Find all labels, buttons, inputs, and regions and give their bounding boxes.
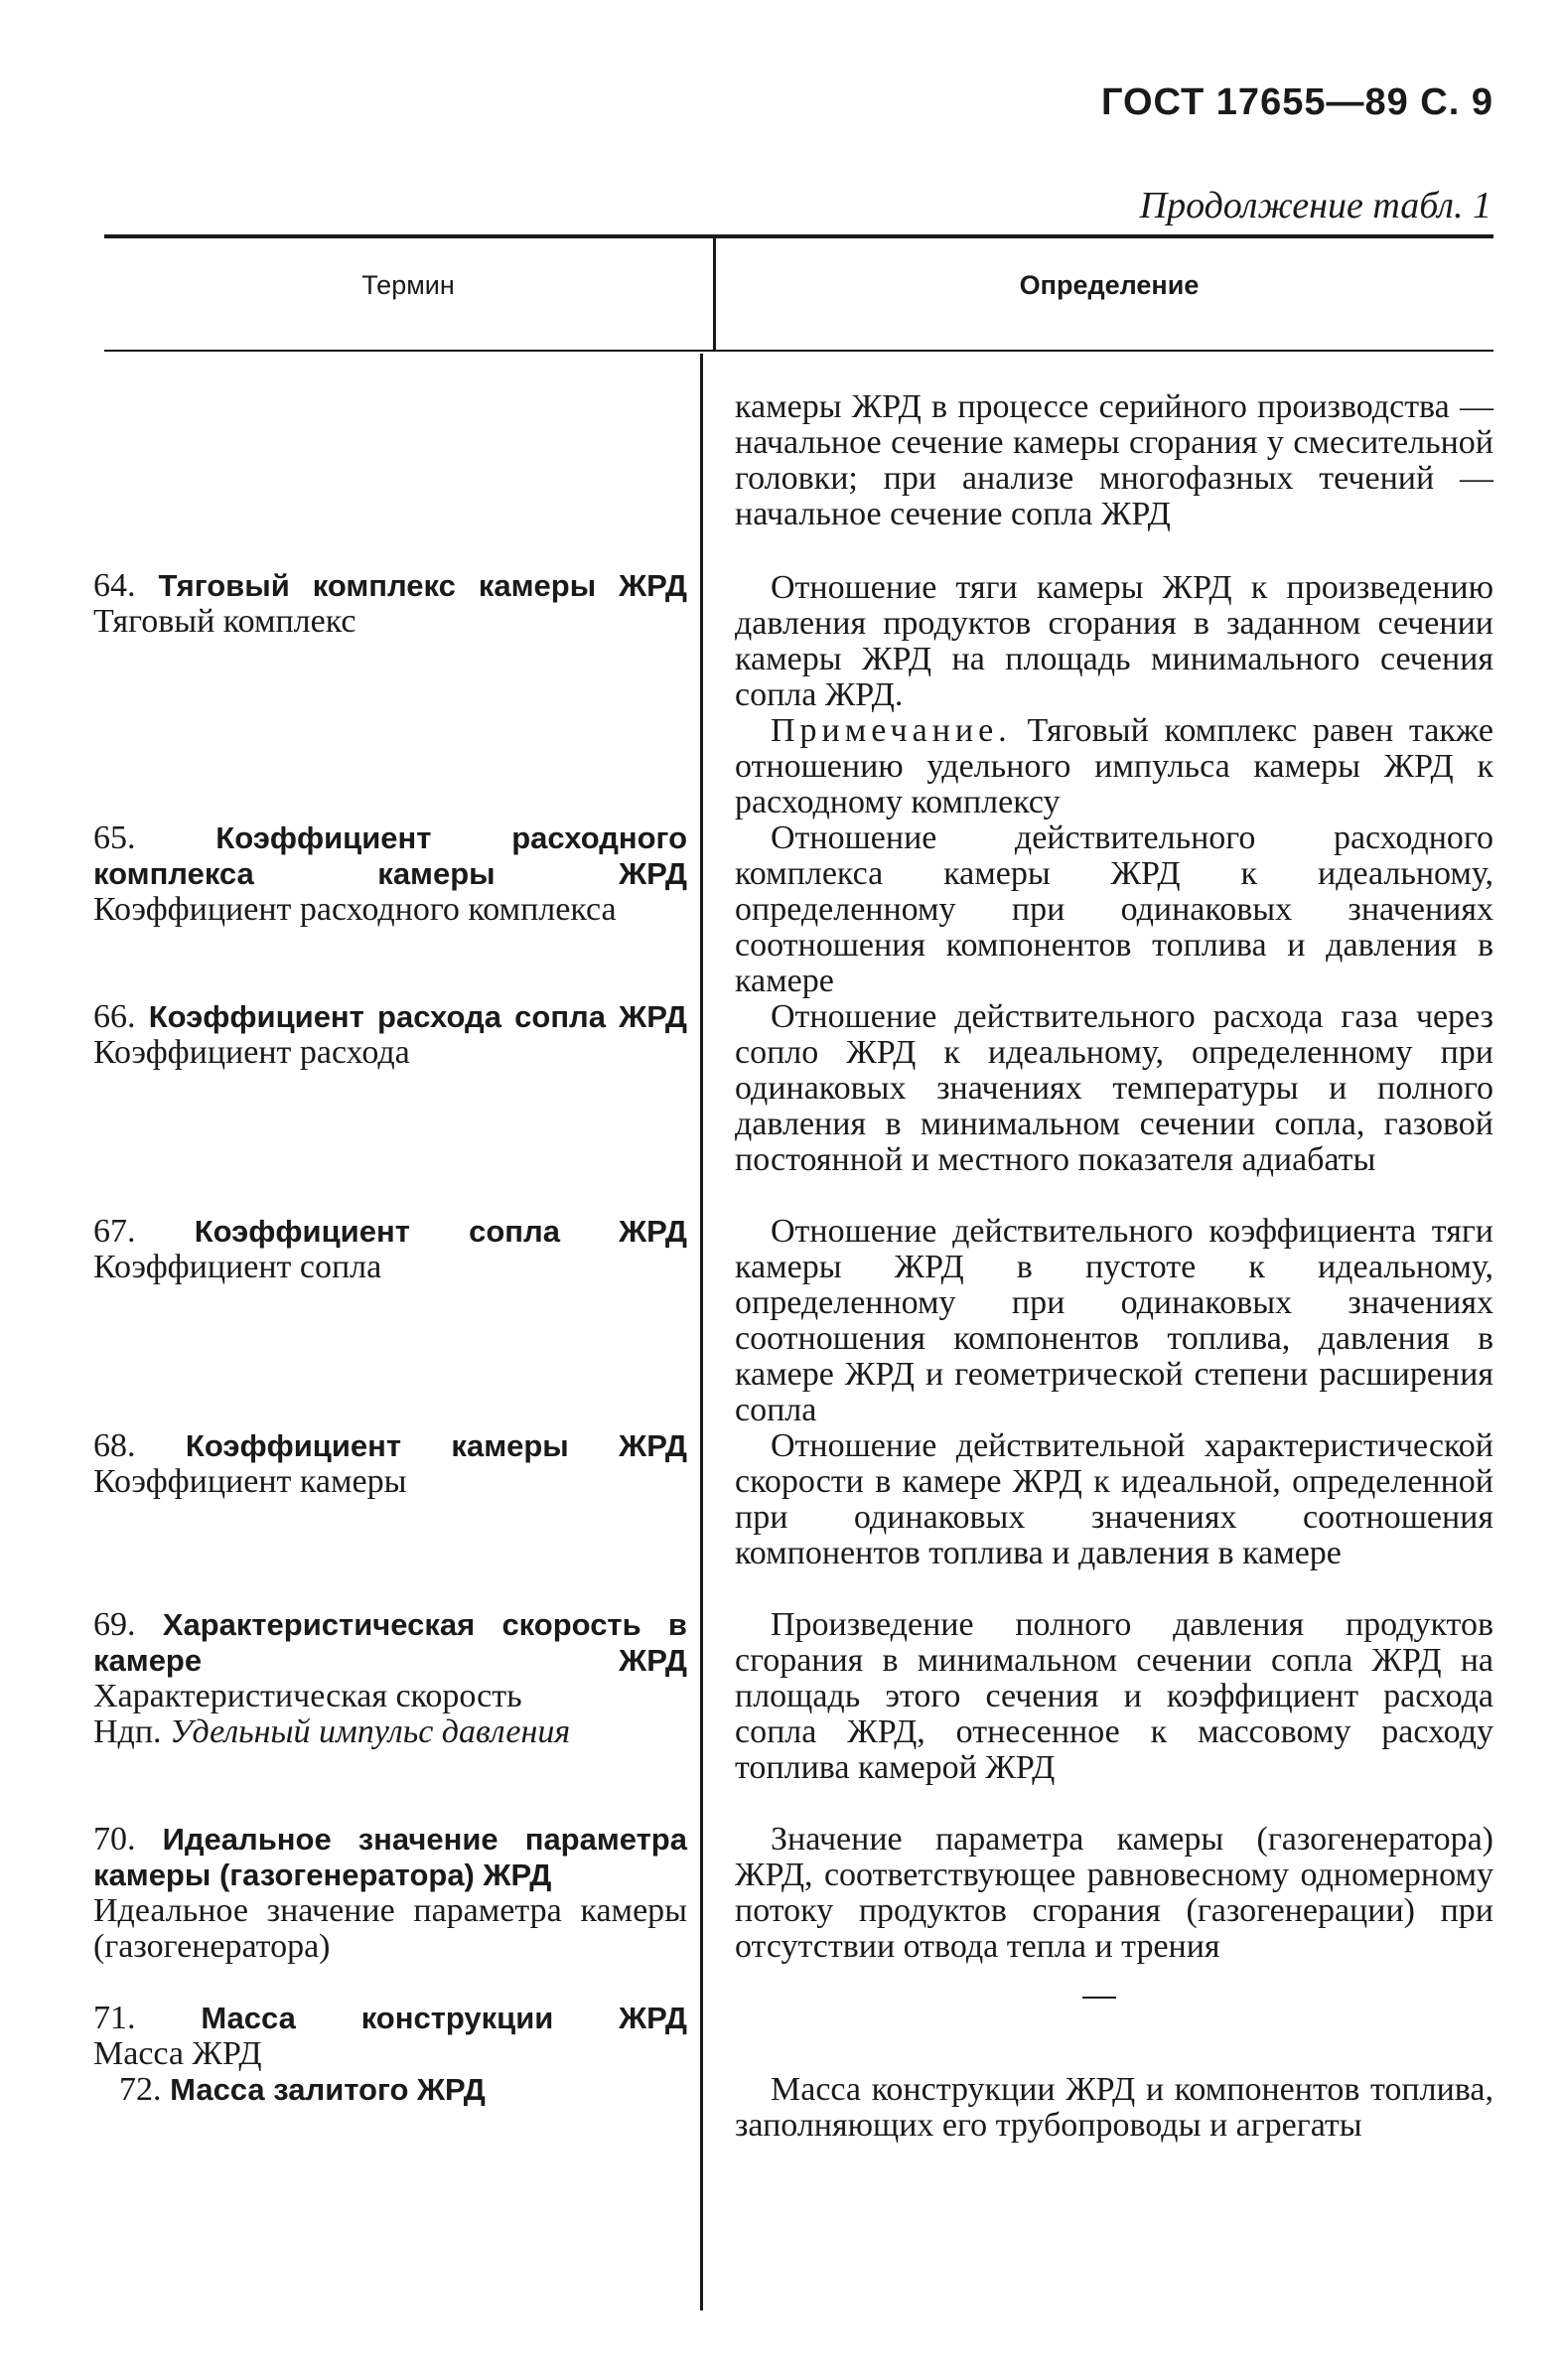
term-number: 67. xyxy=(93,1213,136,1250)
definition-text: Значение параметра камеры (газогенератора) ЖРД, соответствующее равновесному одномерному потоку продуктов сгорания (газогенерации) при отсутствии отвода тепла и трения xyxy=(735,1821,1493,1965)
definition-text: Произведение полного давления продуктов сгорания в минимальном сечении сопла ЖРД на площадь этого сечения и коэффициент расхода сопла ЖРД, отнесенное к массовому расходу топлива камерой ЖРД xyxy=(735,1606,1493,1786)
term-number: 72. xyxy=(119,2071,162,2108)
note-label: Примечание. xyxy=(771,712,1012,749)
page-header: ГОСТ 17655—89 С. 9 xyxy=(1100,81,1493,123)
term-short: Характеристическая скорость xyxy=(93,1678,522,1714)
column-header-definition: Определение xyxy=(1019,270,1200,300)
term-number: 65. xyxy=(93,819,136,856)
definition-continued xyxy=(735,389,1493,532)
definition-67 xyxy=(735,1214,1493,1428)
note-text: Тяговый комплекс равен также отношению удельного импульса камеры ЖРД к расходному комплексу xyxy=(735,712,1494,820)
definition-68 xyxy=(735,1428,1493,1571)
term-65 xyxy=(93,820,687,928)
term-name: Коэффициент сопла ЖРД xyxy=(194,1214,687,1249)
table-continuation-label: Продолжение табл. 1 xyxy=(1139,185,1492,226)
term-name: Идеальное значение параметра камеры (газогенератора) ЖРД xyxy=(93,1822,687,1892)
term-short: Коэффициент камеры xyxy=(93,1463,407,1500)
term-title xyxy=(93,1607,687,1679)
term-short: Масса ЖРД xyxy=(93,2035,262,2072)
term-name: Масса конструкции ЖРД xyxy=(201,2001,687,2035)
term-title xyxy=(93,1822,687,1893)
term-71 xyxy=(93,2001,687,2072)
definition-text: Масса конструкции ЖРД и компонентов топлива, заполняющих его трубопроводы и агрегаты xyxy=(735,2071,1493,2144)
term-short: Коэффициент расхода xyxy=(93,1034,410,1071)
term-64 xyxy=(93,568,687,640)
term-name: Характеристическая скорость в камере ЖРД xyxy=(93,1607,687,1678)
term-number: 68. xyxy=(93,1427,136,1464)
deprecated-prefix: Ндп. xyxy=(93,1713,162,1750)
column-header-term: Термин xyxy=(361,270,455,300)
term-number: 69. xyxy=(93,1606,136,1643)
definition-71-dash xyxy=(1082,1997,1116,1999)
term-title xyxy=(93,999,687,1035)
term-deprecated xyxy=(93,1714,687,1750)
table-top-rule xyxy=(104,234,1493,238)
definition-text: Отношение действительного расходного комплекса камеры ЖРД к идеальному, определенному при одинаковых значениях соотношения компонентов топлива и давления в камере xyxy=(735,819,1493,999)
term-short: Идеальное значение параметра камеры (газогенератора) xyxy=(93,1892,687,1965)
term-number: 66. xyxy=(93,998,136,1035)
term-number: 71. xyxy=(93,2000,136,2036)
column-divider-header xyxy=(713,238,716,350)
term-name: Масса залитого ЖРД xyxy=(170,2072,486,2107)
term-title xyxy=(93,568,687,604)
definition-text: Отношение действительного расхода газа через сопло ЖРД к идеальному, определенному при одинаковых значениях температуры и полного давления в минимальном сечении сопла, газовой постоянной и местного показателя адиабаты xyxy=(735,998,1493,1178)
term-title xyxy=(93,820,687,892)
definition-note xyxy=(735,713,1493,820)
term-title xyxy=(93,1214,687,1250)
term-title xyxy=(93,1428,687,1464)
term-name: Коэффициент расхода сопла ЖРД xyxy=(148,999,687,1034)
term-short: Коэффициент расходного комплекса xyxy=(93,891,617,928)
term-title xyxy=(119,2072,675,2108)
definition-text: Отношение действительной характеристической скорости в камере ЖРД к идеальной, определенной при одинаковых значениях соотношения компонентов топлива и давления в камере xyxy=(735,1427,1493,1571)
definition-69 xyxy=(735,1607,1493,1786)
term-number: 64. xyxy=(93,567,136,604)
term-name: Тяговый комплекс камеры ЖРД xyxy=(158,568,687,603)
definition-70 xyxy=(735,1822,1493,1965)
definition-72 xyxy=(735,2072,1493,2144)
definition-text: Отношение тяги камеры ЖРД к произведению давления продуктов сгорания в заданном сечении камеры ЖРД на площадь минимального сечения сопла ЖРД. xyxy=(735,569,1493,713)
deprecated-term: Удельный импульс давления xyxy=(170,1713,571,1750)
term-title xyxy=(93,2001,687,2036)
table-header-rule xyxy=(104,350,1493,352)
term-69 xyxy=(93,1607,687,1750)
term-72 xyxy=(119,2072,675,2108)
term-67 xyxy=(93,1214,687,1285)
definition-65 xyxy=(735,820,1493,999)
term-66 xyxy=(93,999,687,1071)
definition-66 xyxy=(735,999,1493,1178)
column-divider-body xyxy=(700,354,703,2310)
term-short: Коэффициент сопла xyxy=(93,1249,382,1285)
definition-64 xyxy=(735,570,1493,820)
term-number: 70. xyxy=(93,1821,136,1858)
term-name: Коэффициент расходного комплекса камеры ЖРД xyxy=(93,820,687,891)
definition-text: камеры ЖРД в процессе серийного производства — начальное сечение камеры сгорания у смесительной головки; при анализе многофазных течений — начальное сечение сопла ЖРД xyxy=(735,388,1493,532)
term-short: Тяговый комплекс xyxy=(93,603,356,640)
term-68 xyxy=(93,1428,687,1500)
term-name: Коэффициент камеры ЖРД xyxy=(185,1428,687,1463)
definition-text: Отношение действительного коэффициента тяги камеры ЖРД в пустоте к идеальному, определенному при одинаковых значениях соотношения компонентов топлива, давления в камере ЖРД и геометрической степени расширения сопла xyxy=(735,1213,1493,1428)
term-70 xyxy=(93,1822,687,1965)
